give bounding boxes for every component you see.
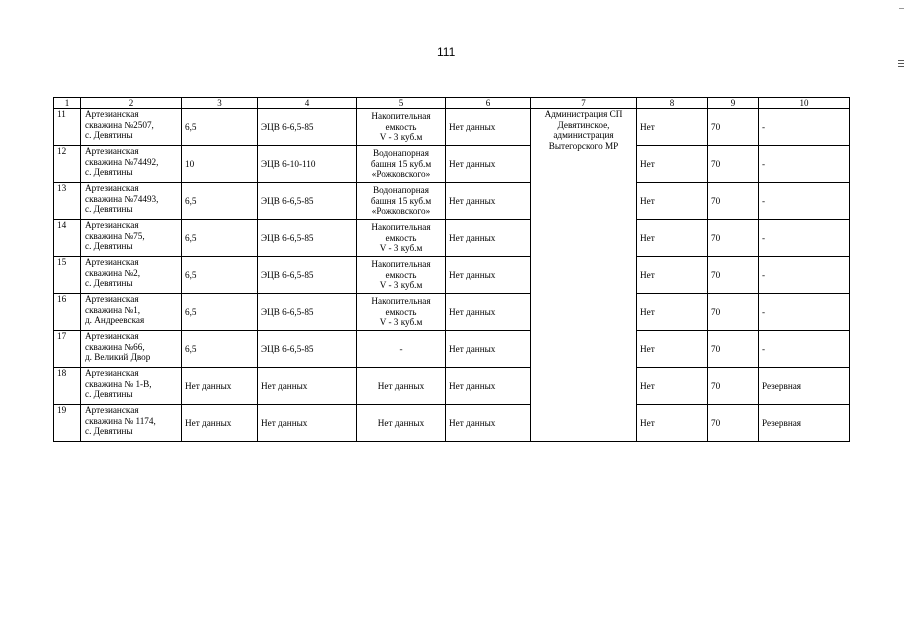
storage-tank-line: Нет данных xyxy=(377,380,425,391)
storage-tank-line: «Рожковского» xyxy=(371,169,431,180)
well-name xyxy=(81,183,182,220)
well-name xyxy=(81,368,182,405)
well-name-line: с. Девятины xyxy=(85,426,133,436)
storage-tank-line: Накопительная xyxy=(371,259,431,270)
storage-tank-line: Накопительная xyxy=(371,222,431,233)
well-name xyxy=(81,331,182,368)
well-name xyxy=(81,109,182,146)
storage-tank xyxy=(357,257,446,294)
table-row xyxy=(54,109,850,146)
well-depth: 10 xyxy=(182,146,258,183)
table-row xyxy=(54,220,850,257)
column-10-value: - xyxy=(759,220,850,257)
column-8-value: Нет xyxy=(637,405,708,442)
storage-tank-line: башня 15 куб.м xyxy=(370,195,432,206)
pump-model: ЭЦВ 6-6,5-85 xyxy=(258,331,357,368)
well-name-line: скважина №75, xyxy=(85,230,145,241)
column-9-value: 70 xyxy=(708,220,759,257)
pump-model: ЭЦВ 6-6,5-85 xyxy=(258,183,357,220)
well-name xyxy=(81,294,182,331)
storage-tank-line: емкость xyxy=(385,121,417,132)
column-header: 9 xyxy=(708,98,759,109)
column-header: 3 xyxy=(182,98,258,109)
column-8-value: Нет xyxy=(637,220,708,257)
column-6-value: Нет данных xyxy=(446,331,531,368)
header-row xyxy=(54,98,850,109)
storage-tank-line: Водонапорная xyxy=(373,185,429,196)
registry-table xyxy=(53,97,850,442)
column-6-value: Нет данных xyxy=(446,405,531,442)
column-10-value: Резервная xyxy=(759,368,850,405)
column-6-value: Нет данных xyxy=(446,183,531,220)
well-depth: Нет данных xyxy=(182,405,258,442)
column-6-value: Нет данных xyxy=(446,294,531,331)
column-8-value: Нет xyxy=(637,183,708,220)
column-10-value: - xyxy=(759,183,850,220)
storage-tank-line: «Рожковского» xyxy=(371,206,431,217)
column-9-value: 70 xyxy=(708,257,759,294)
storage-tank-line: - xyxy=(399,343,403,354)
column-8-value: Нет xyxy=(637,331,708,368)
well-name-line: скважина №2, xyxy=(85,267,141,278)
well-name-line: с. Девятины xyxy=(85,278,133,288)
column-8-value: Нет xyxy=(637,146,708,183)
well-name-line: скважина №74492, xyxy=(85,156,159,167)
storage-tank-line: Накопительная xyxy=(371,111,431,122)
pump-model: ЭЦВ 6-10-110 xyxy=(258,146,357,183)
table-row xyxy=(54,146,850,183)
row-number: 16 xyxy=(54,294,81,331)
column-10-value: - xyxy=(759,146,850,183)
well-name-line: скважина № 1-В, xyxy=(85,378,152,389)
storage-tank-line: Нет данных xyxy=(377,417,425,428)
owner-organization-line: администрация xyxy=(553,130,614,140)
well-name-line: Артезианская xyxy=(85,405,139,415)
margin-menu-icon xyxy=(898,60,904,69)
well-name-line: с. Девятины xyxy=(85,167,133,177)
table-row xyxy=(54,331,850,368)
well-name-line: Артезианская xyxy=(85,220,139,230)
table-row xyxy=(54,183,850,220)
column-9-value: 70 xyxy=(708,183,759,220)
row-number: 12 xyxy=(54,146,81,183)
well-name-line: скважина №74493, xyxy=(85,193,159,204)
owner-organization xyxy=(531,109,637,442)
column-header: 4 xyxy=(258,98,357,109)
well-name-line: д. Андреевская xyxy=(85,315,145,325)
column-8-value: Нет xyxy=(637,294,708,331)
table-row xyxy=(54,405,850,442)
well-depth: 6,5 xyxy=(182,294,258,331)
column-header: 7 xyxy=(531,98,637,109)
storage-tank-line: емкость xyxy=(385,232,417,243)
well-name-line: с. Девятины xyxy=(85,204,133,214)
well-name-line: Артезианская xyxy=(85,294,139,304)
column-9-value: 70 xyxy=(708,405,759,442)
storage-tank xyxy=(357,331,446,368)
row-number: 11 xyxy=(54,109,81,146)
storage-tank xyxy=(357,405,446,442)
well-name-line: скважина №1, xyxy=(85,304,141,315)
well-name-line: Артезианская xyxy=(85,368,139,378)
table-row xyxy=(54,294,850,331)
well-name xyxy=(81,146,182,183)
storage-tank xyxy=(357,294,446,331)
column-10-value: - xyxy=(759,294,850,331)
row-number: 18 xyxy=(54,368,81,405)
storage-tank-line: V - 3 куб.м xyxy=(379,280,423,291)
storage-tank-line: Водонапорная xyxy=(373,148,429,159)
row-number: 19 xyxy=(54,405,81,442)
storage-tank xyxy=(357,183,446,220)
corner-mark xyxy=(899,8,904,9)
column-10-value: - xyxy=(759,331,850,368)
pump-model: ЭЦВ 6-6,5-85 xyxy=(258,220,357,257)
table-row xyxy=(54,368,850,405)
column-10-value: - xyxy=(759,257,850,294)
column-header: 8 xyxy=(637,98,708,109)
column-header: 5 xyxy=(357,98,446,109)
row-number: 14 xyxy=(54,220,81,257)
well-depth: 6,5 xyxy=(182,220,258,257)
well-name-line: скважина №2507, xyxy=(85,119,154,130)
column-8-value: Нет xyxy=(637,257,708,294)
well-name-line: с. Девятины xyxy=(85,241,133,251)
storage-tank-line: башня 15 куб.м xyxy=(370,158,432,169)
row-number: 17 xyxy=(54,331,81,368)
well-depth: Нет данных xyxy=(182,368,258,405)
pump-model: ЭЦВ 6-6,5-85 xyxy=(258,257,357,294)
column-header: 2 xyxy=(81,98,182,109)
column-6-value: Нет данных xyxy=(446,109,531,146)
storage-tank-line: V - 3 куб.м xyxy=(379,317,423,328)
well-name-line: с. Девятины xyxy=(85,130,133,140)
owner-organization-line: Девятинское, xyxy=(557,119,610,130)
well-name xyxy=(81,405,182,442)
storage-tank-line: емкость xyxy=(385,269,417,280)
well-name-line: Артезианская xyxy=(85,257,139,267)
column-header: 6 xyxy=(446,98,531,109)
table-row xyxy=(54,257,850,294)
storage-tank-line: Накопительная xyxy=(371,296,431,307)
storage-tank xyxy=(357,368,446,405)
well-depth: 6,5 xyxy=(182,331,258,368)
well-depth: 6,5 xyxy=(182,257,258,294)
well-name-line: скважина № 1174, xyxy=(85,415,156,426)
pump-model: Нет данных xyxy=(258,368,357,405)
storage-tank-line: емкость xyxy=(385,306,417,317)
column-6-value: Нет данных xyxy=(446,368,531,405)
storage-tank-line: V - 3 куб.м xyxy=(379,243,423,254)
column-9-value: 70 xyxy=(708,331,759,368)
column-6-value: Нет данных xyxy=(446,220,531,257)
well-name xyxy=(81,220,182,257)
column-8-value: Нет xyxy=(637,368,708,405)
column-9-value: 70 xyxy=(708,368,759,405)
owner-organization-line: Администрация СП xyxy=(544,109,623,119)
column-6-value: Нет данных xyxy=(446,257,531,294)
well-name-line: Артезианская xyxy=(85,109,139,119)
owner-organization-line: Вытегорского МР xyxy=(548,140,619,151)
well-depth: 6,5 xyxy=(182,109,258,146)
column-10-value: - xyxy=(759,109,850,146)
row-number: 15 xyxy=(54,257,81,294)
pump-model: ЭЦВ 6-6,5-85 xyxy=(258,294,357,331)
well-name-line: д. Великий Двор xyxy=(85,352,151,362)
pump-model: Нет данных xyxy=(258,405,357,442)
well-name-line: с. Девятины xyxy=(85,389,133,399)
well-depth: 6,5 xyxy=(182,183,258,220)
column-6-value: Нет данных xyxy=(446,146,531,183)
storage-tank xyxy=(357,109,446,146)
row-number: 13 xyxy=(54,183,81,220)
storage-tank xyxy=(357,146,446,183)
column-header: 10 xyxy=(759,98,850,109)
column-9-value: 70 xyxy=(708,146,759,183)
well-name-line: скважина №66, xyxy=(85,341,145,352)
column-8-value: Нет xyxy=(637,109,708,146)
well-name-line: Артезианская xyxy=(85,331,139,341)
column-header: 1 xyxy=(54,98,81,109)
pump-model: ЭЦВ 6-6,5-85 xyxy=(258,109,357,146)
storage-tank-line: V - 3 куб.м xyxy=(379,132,423,143)
page-number: 111 xyxy=(437,45,456,59)
column-9-value: 70 xyxy=(708,294,759,331)
column-9-value: 70 xyxy=(708,109,759,146)
well-name-line: Артезианская xyxy=(85,183,139,193)
storage-tank xyxy=(357,220,446,257)
well-name-line: Артезианская xyxy=(85,146,139,156)
well-name xyxy=(81,257,182,294)
column-10-value: Резервная xyxy=(759,405,850,442)
